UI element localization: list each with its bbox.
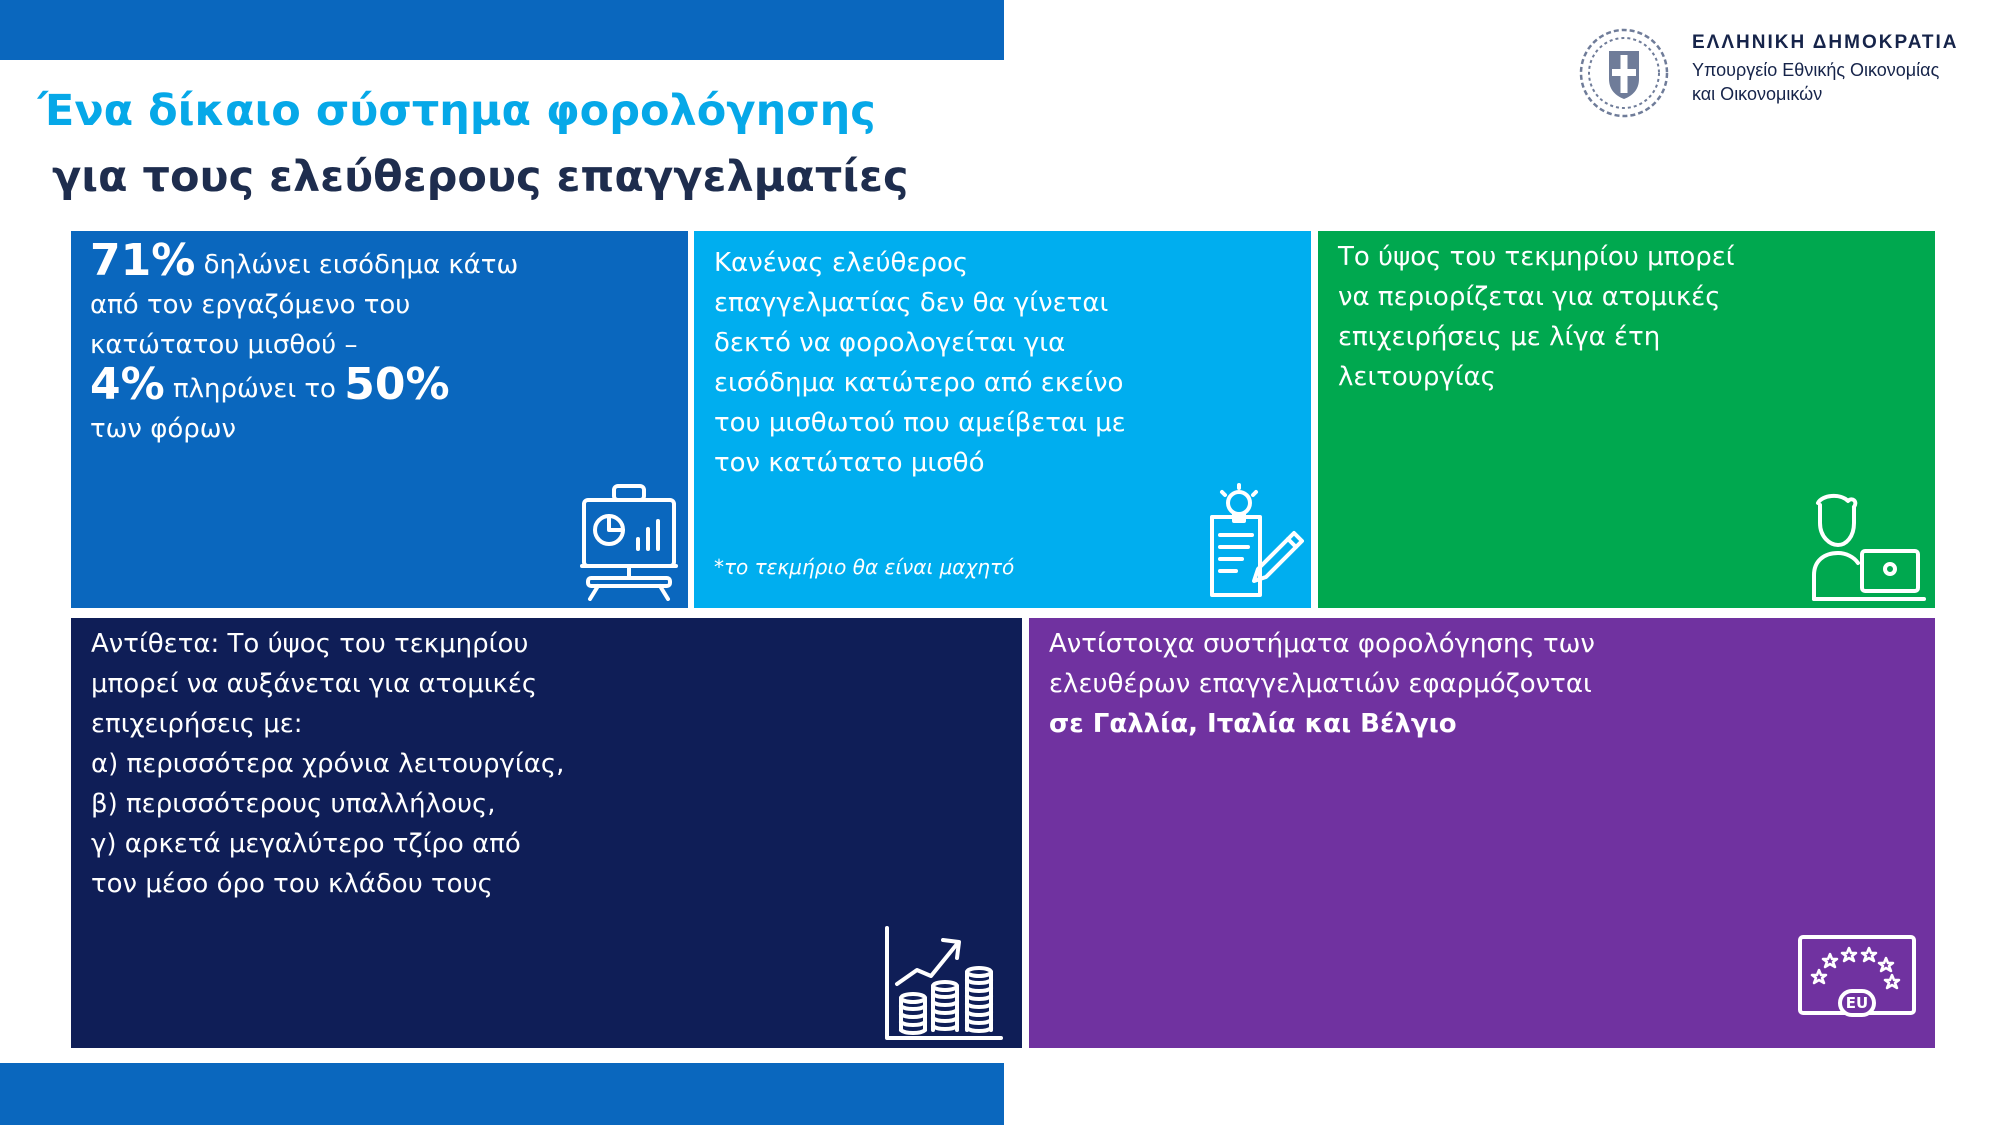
eu-flag-icon: [1797, 933, 1917, 1033]
reduction-line-3: επιχειρήσεις με λίγα έτη: [1338, 322, 1661, 352]
bottom-accent-bar: [0, 1063, 1004, 1125]
increase-line-1: Αντίθετα: Το ύψος του τεκμηρίου: [91, 629, 529, 659]
growth-chart-coins-icon: [883, 924, 1003, 1042]
page-title-line2: για τους ελεύθερους επαγγελματίες: [52, 152, 909, 202]
card-reduction-text: [1338, 237, 1735, 397]
document-idea-pencil-icon: [1206, 483, 1304, 601]
ministry-line1: Υπουργείο Εθνικής Οικονομίας: [1692, 60, 1940, 80]
presentation-chart-icon: [578, 483, 680, 601]
minimum-line-4: εισόδημα κατώτερο από εκείνο: [714, 368, 1124, 398]
card-reduction: [1318, 231, 1935, 608]
card-europe: [1029, 618, 1935, 1048]
increase-line-6: γ) αρκετά μεγαλύτερο τζίρο από: [91, 829, 521, 859]
stat-text-1: δηλώνει εισόδημα κάτω: [203, 250, 519, 280]
europe-line-3: σε Γαλλία, Ιταλία και Βέλγιο: [1049, 709, 1457, 739]
stat-4-percent: 4%: [90, 359, 165, 410]
minimum-line-1: Κανένας ελεύθερος: [714, 248, 969, 278]
increase-line-3: επιχειρήσεις με:: [91, 709, 303, 739]
ministry-line2: και Οικονομικών: [1692, 84, 1823, 104]
card-minimum-income: [694, 231, 1311, 608]
card-increase: [71, 618, 1022, 1048]
reduction-line-1: Το ύψος του τεκμηρίου μπορεί: [1338, 242, 1735, 272]
top-accent-bar: [0, 0, 1004, 60]
card-europe-text: [1049, 624, 1595, 744]
minimum-line-2: επαγγελματίας δεν θα γίνεται: [714, 288, 1109, 318]
europe-line-2: ελευθέρων επαγγελματιών εφαρμόζονται: [1049, 669, 1592, 699]
europe-line-1: Αντίστοιχα συστήματα φορολόγησης των: [1049, 629, 1595, 659]
stat-text-2: από τον εργαζόμενο του: [90, 290, 411, 320]
card-income-statistics: [71, 231, 688, 608]
increase-line-2: μπορεί να αυξάνεται για ατομικές: [91, 669, 538, 699]
card-income-statistics-text: [90, 235, 519, 449]
ministry-name: [1692, 28, 1958, 106]
stat-50-percent: 50%: [344, 359, 450, 410]
stat-text-5: των φόρων: [90, 414, 237, 444]
footnote: *το τεκμήριο θα είναι μαχητό: [714, 555, 1015, 579]
greek-coat-of-arms-icon: [1578, 27, 1670, 119]
increase-line-7: τον μέσο όρο του κλάδου τους: [91, 869, 493, 899]
eu-label: EU: [1845, 994, 1869, 1012]
minimum-line-3: δεκτό να φορολογείται για: [714, 328, 1066, 358]
increase-line-4: α) περισσότερα χρόνια λειτουργίας,: [91, 749, 565, 779]
increase-line-5: β) περισσότερους υπαλλήλους,: [91, 789, 496, 819]
card-minimum-income-text: [714, 243, 1126, 483]
minimum-line-6: τον κατώτατο μισθό: [714, 448, 985, 478]
page-title-line1: Ένα δίκαιο σύστημα φορολόγησης: [38, 86, 876, 136]
reduction-line-4: λειτουργίας: [1338, 362, 1496, 392]
person-laptop-icon: [1810, 493, 1928, 601]
minimum-line-5: του μισθωτού που αμείβεται με: [714, 408, 1126, 438]
reduction-line-2: να περιορίζεται για ατομικές: [1338, 282, 1721, 312]
stat-text-4: πληρώνει το: [172, 374, 336, 404]
page-title: [38, 78, 908, 210]
ministry-country: ΕΛΛΗΝΙΚΗ ΔΗΜΟΚΡΑΤΙΑ: [1692, 32, 1959, 53]
stat-text-3: κατώτατου μισθού –: [90, 330, 358, 360]
card-increase-text: [91, 624, 564, 904]
stat-71-percent: 71%: [90, 235, 196, 286]
